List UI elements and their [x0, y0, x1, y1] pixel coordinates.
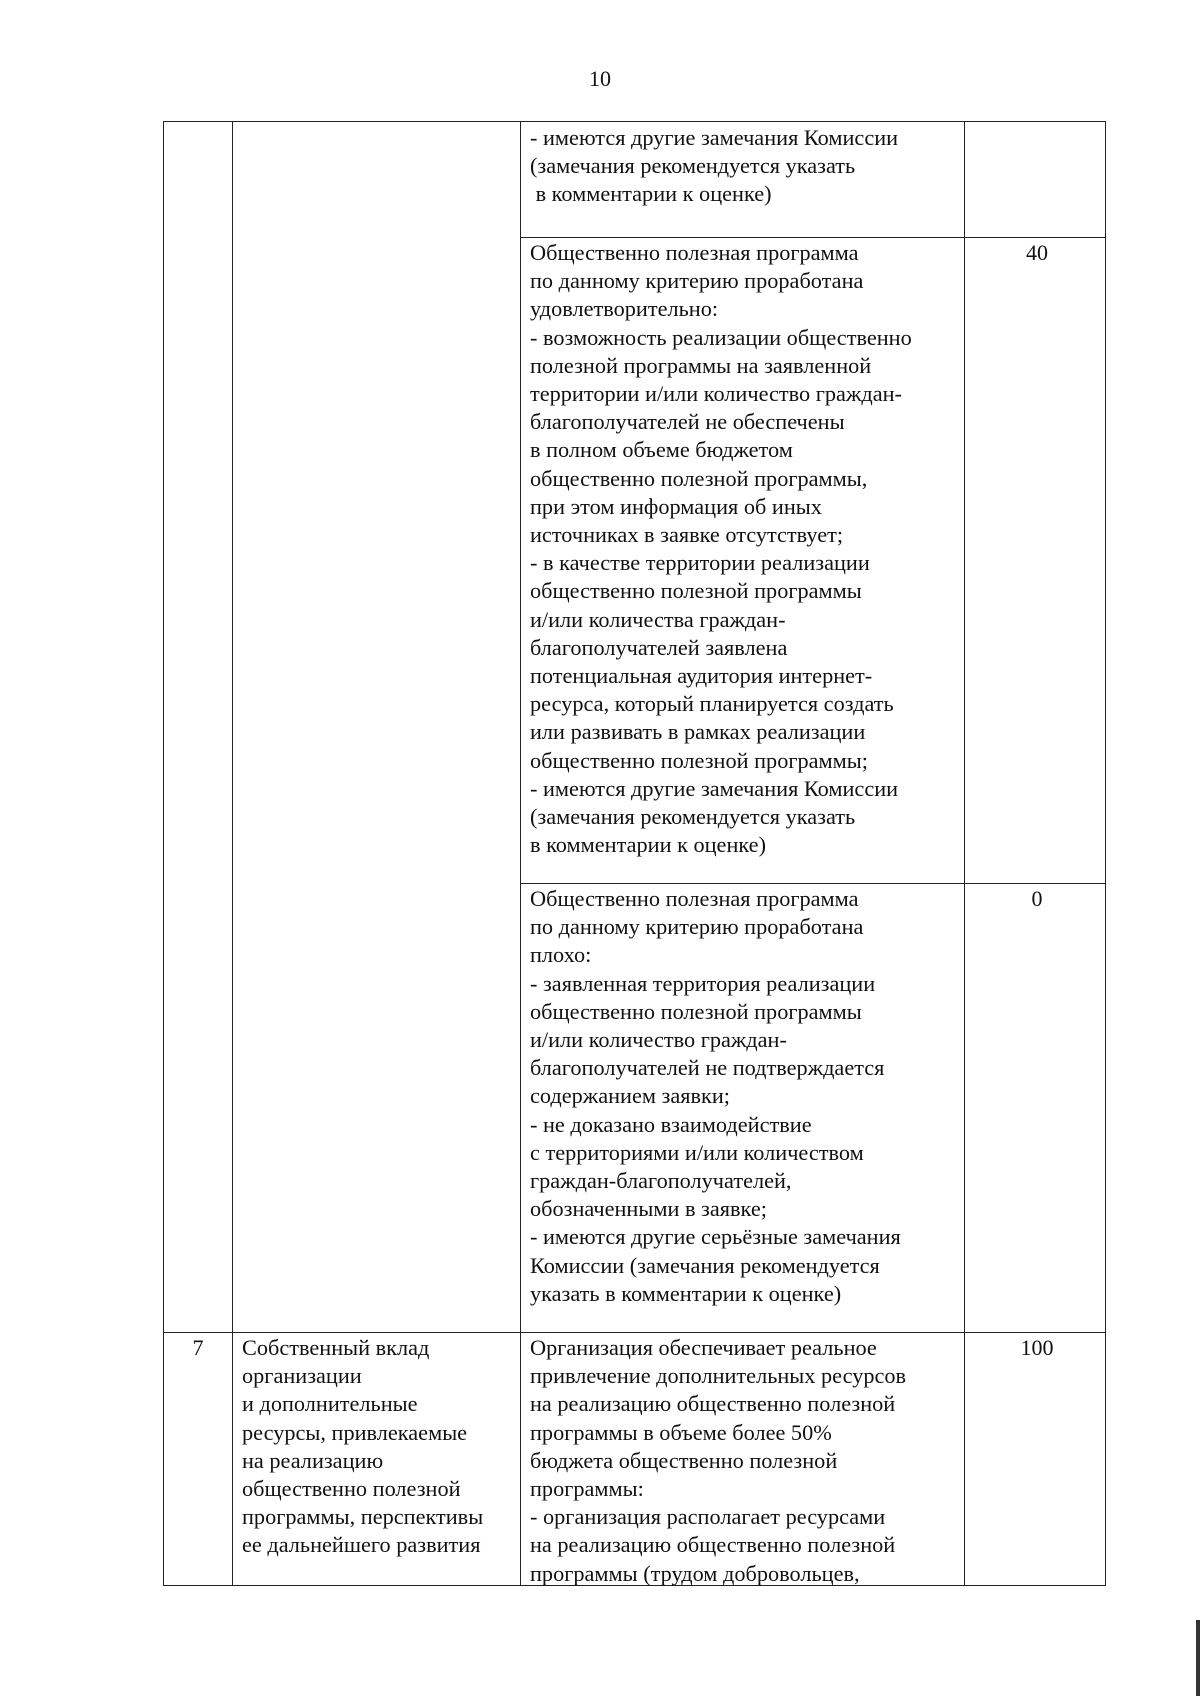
column-divider-number — [232, 122, 233, 1585]
table-row-score: 40 — [1026, 240, 1048, 265]
criteria-table — [163, 121, 1106, 1586]
table-row-description: Организация обеспечивает реальное привлечение дополнительных ресурсов на реализацию общественно полезной программы в объеме более 50% бюджета общественно полезной программы: - организация располагает ресурсами на реализацию общественно полезной программы (трудом добровольцев, — [530, 1335, 907, 1586]
scan-edge-mark — [1196, 1620, 1200, 1696]
column-divider-criterion — [520, 122, 521, 1585]
row-divider — [520, 883, 1105, 884]
row-divider — [520, 237, 1105, 238]
table-row-criterion: Собственный вклад организации и дополнительные ресурсы, привлекаемые на реализацию общественно полезной программы, перспективы ее дальнейшего развития — [242, 1335, 484, 1558]
table-row-number: 7 — [192, 1335, 204, 1360]
table-row-score: 100 — [1020, 1335, 1054, 1360]
column-divider-score — [964, 122, 965, 1585]
table-row-score: 0 — [1031, 886, 1043, 911]
table-row-description: Общественно полезная программа по данному критерию проработана удовлетворительно: - возможность реализации общественно полезной программы на заявленной территории и/или количество граждан- благополучателей не обеспечены в полном объеме бюджетом общественно полезной программы, при этом информация об иных источниках в заявке отсутствует; - в качестве территории реализации общественно полезной программы и/или количества граждан- благополучателей заявлена потенциальная аудитория интернет- ресурса, который планируется создать или развивать в рамках реализации общественно полезной программы; - имеются другие замечания Комиссии (замечания рекомендуется указать в комментарии к оценке) — [530, 240, 912, 858]
page-number: 10 — [589, 66, 611, 91]
table-row-description: Общественно полезная программа по данному критерию проработана плохо: - заявленная территория реализации общественно полезной программы и/или количество граждан- благополучателей не подтверждается содержанием заявки; - не доказано взаимодействие с территориями и/или количеством граждан-благополучателей, обозначенными в заявке; - имеются другие серьёзные замечания Комиссии (замечания рекомендуется указать в комментарии к оценке) — [530, 886, 901, 1306]
row-divider — [164, 1332, 1105, 1333]
table-row-description: - имеются другие замечания Комиссии (замечания рекомендуется указать в комментарии к оценке) — [530, 125, 899, 207]
